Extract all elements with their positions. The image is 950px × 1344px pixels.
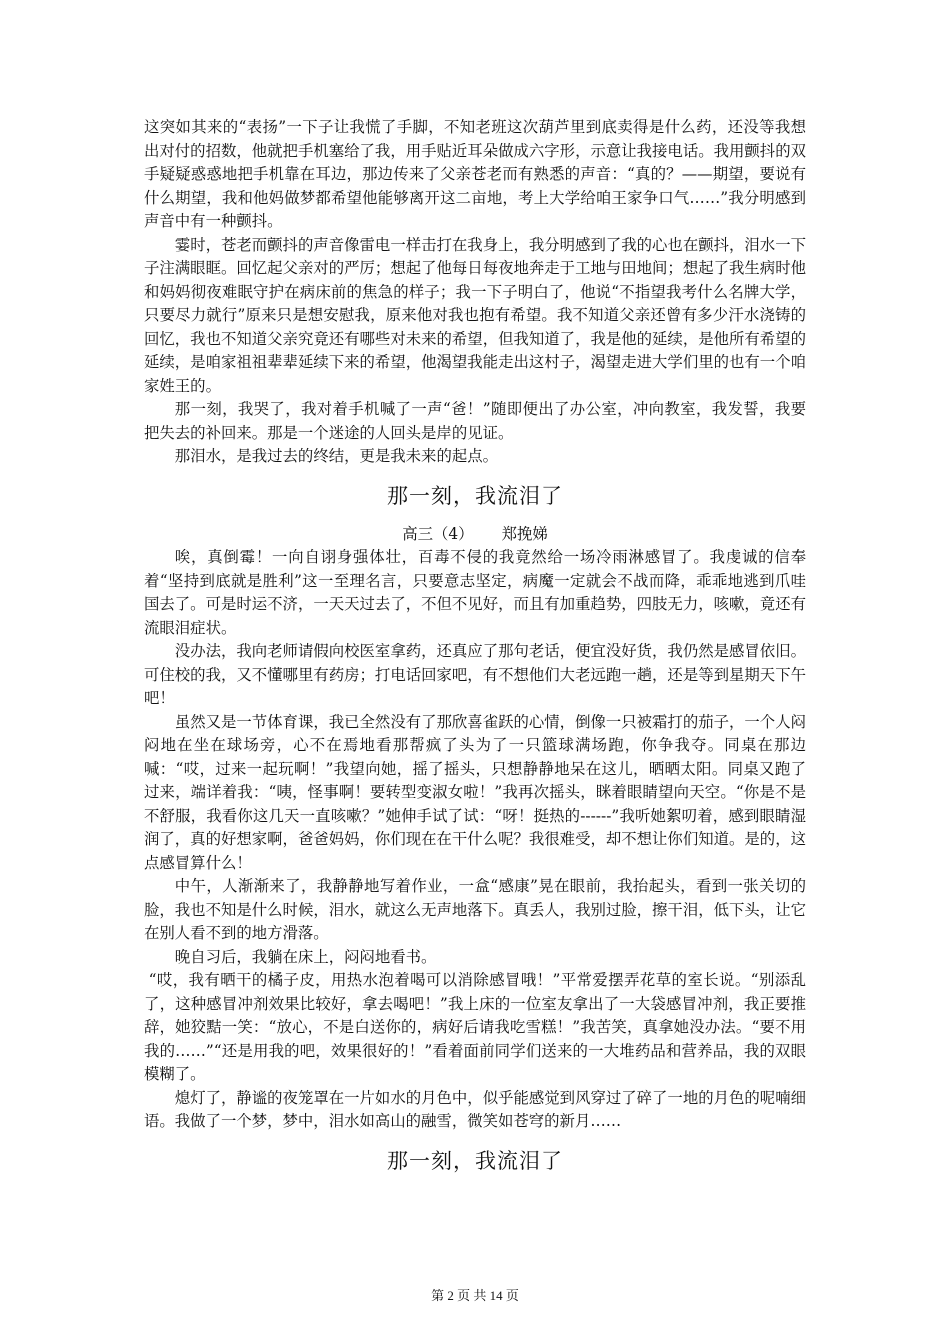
class-label: 高三（4）: [402, 524, 474, 543]
page-number: 第 2 页 共 14 页: [431, 1288, 519, 1303]
paragraph: 那泪水，是我过去的终结，更是我未来的起点。: [174, 447, 499, 465]
author-name: 郑挽娣: [501, 524, 548, 543]
byline: [144, 523, 806, 547]
paragraph: “哎，我有晒干的橘子皮，用热水泡着喝可以消除感冒哦！”平常爱摆弄花草的室长说。“别添乱了，这种感冒冲剂效果比较好，拿去喝吧！”我上床的一位室友拿出了一大袋感冒冲剂，我正要推辞，她狡黠一笑：“放心，不是白送你的，病好后请我吃雪糕！”我苦笑，真拿她没办法。“要不用我的……”“还是用我的吧，效果很好的！”看着面前同学们送来的一大堆药品和营养品，我的双眼模糊了。: [144, 971, 806, 1083]
paragraph: 熄灯了，静谧的夜笼罩在一片如水的月色中，似乎能感觉到风穿过了碎了一地的月色的呢喃细语。我做了一个梦，梦中，泪水如高山的融雪，微笑如苍穹的新月……: [144, 1088, 806, 1130]
paragraph: 这突如其来的“表扬”一下子让我慌了手脚，不知老班这次葫芦里到底卖得是什么药，还没等我想出对付的招数，他就把手机塞给了我，用手贴近耳朵做成六字形，示意让我接电话。我用颤抖的双手疑疑惑惑地把手机靠在耳边，那边传来了父亲苍老而有熟悉的声音：“真的？——期望，要说有什么期望，我和他妈做梦都希望他能够离开这二亩地，考上大学给咱王家争口气……”我分明感到声音中有一种颤抖。: [144, 118, 806, 230]
paragraph: 晚自习后，我躺在床上，闷闷地看书。: [174, 947, 437, 966]
article-title: 那一刻，我流泪了: [387, 1148, 563, 1173]
paragraph: 中午，人渐渐来了，我静静地写着作业，一盒“感康”晃在眼前，我抬起头，看到一张关切的脸，我也不知是什么时候，泪水，就这么无声地落下。真丢人，我别过脸，擦干泪，低下头，让它在别人看不到的地方滑落。: [144, 877, 806, 942]
page-footer: [0, 1287, 950, 1305]
document-body: [144, 116, 806, 1188]
article-title: 那一刻，我流泪了: [387, 483, 563, 508]
paragraph: 霎时，苍老而颤抖的声音像雷电一样击打在我身上，我分明感到了我的心也在颤抖，泪水一下子注满眼眶。回忆起父亲对的严厉；想起了他每日每夜地奔走于工地与田地间；想起了我生病时他和妈妈彻夜难眠守护在病床前的焦急的样子；我一下子明白了，他说“不指望我考什么名牌大学，只要尽力就行”原来只是想安慰我，原来他对我也抱有希望。我不知道父亲还曾有多少汗水浇铸的回忆，我也不知道父亲究竟还有哪些对未来的希望，但我知道了，我是他的延续，是他所有希望的延续，是咱家祖祖辈辈延续下来的希望，他渴望我能走出这村子，渴望走进大学们里的也有一个咱家姓王的。: [144, 235, 806, 395]
paragraph: 唉，真倒霉！一向自诩身强体壮，百毒不侵的我竟然给一场冷雨淋感冒了。我虔诚的信奉着“坚持到底就是胜利”这一至理名言，只要意志坚定，病魔一定就会不战而降，乖乖地逃到爪哇国去了。可是时运不济，一天天过去了，不但不见好，而且有加重趋势，四肢无力，咳嗽，竟还有流眼泪症状。: [144, 548, 806, 637]
paragraph: 没办法，我向老师请假向校医室拿药，还真应了那句老话，便宜没好货，我仍然是感冒依旧。可住校的我，又不懂哪里有药房；打电话回家吧，有不想他们大老远跑一趟，还是等到星期天下午吧！: [144, 642, 806, 707]
paragraph: 虽然又是一节体育课，我已全然没有了那欣喜雀跃的心情，倒像一只被霜打的茄子，一个人闷闷地在坐在球场旁，心不在焉地看那帮疯了头为了一只篮球满场跑，你争我夺。同桌在那边喊：“哎，过来一起玩啊！”我望向她，摇了摇头，只想静静地呆在这儿，晒晒太阳。同桌又跑了过来，端详着我：“咦，怪事啊！要转型变淑女啦！”我再次摇头，眯着眼睛望向天空。“你是不是不舒服，我看你这几天一直咳嗽？”她伸手试了试：“呀！挺热的------”我听她絮叨着，感到眼睛湿润了，真的好想家啊，爸爸妈妈，你们现在在干什么呢？我很难受，却不想让你们知道。是的，这点感冒算什么！: [144, 712, 806, 872]
paragraph: 那一刻，我哭了，我对着手机喊了一声“爸！”随即便出了办公室，冲向教室，我发誓，我要把失去的补回来。那是一个迷途的人回头是岸的见证。: [144, 400, 806, 442]
